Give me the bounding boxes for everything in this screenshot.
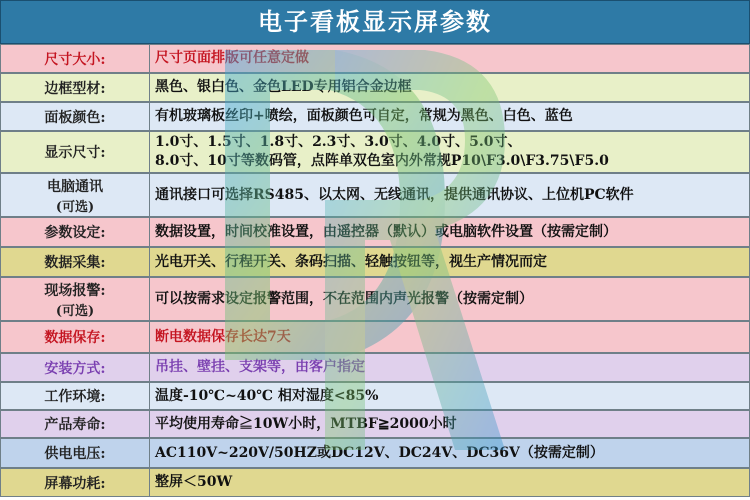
spec-label-text: 安装方式:	[44, 360, 106, 377]
spec-label-note: (可选)	[55, 303, 95, 319]
spec-value-text: 1.0寸、1.5寸、1.8寸、2.3寸、3.0寸、4.0寸、5.0寸、	[155, 134, 522, 150]
spec-label	[0, 468, 150, 497]
spec-value	[150, 468, 750, 497]
spec-label-text: 产品寿命:	[44, 417, 106, 433]
spec-label-text: 电脑通讯	[47, 178, 103, 195]
spec-label-text: 数据保存:	[44, 330, 106, 346]
spec-value-text: 黑色、银白色、金色LED专用铝合金边框	[155, 79, 412, 95]
spec-label-note: (可选)	[55, 199, 95, 215]
spec-row	[0, 438, 750, 468]
spec-row	[0, 382, 750, 410]
spec-row	[0, 277, 750, 321]
spec-value-text: 温度-10℃~40℃ 相对湿度<85%	[155, 387, 379, 404]
spec-value	[150, 173, 750, 217]
spec-value-text: 吊挂、壁挂、支架等，由客户指定	[155, 359, 365, 375]
spec-value-text: AC110V~220V/50HZ或DC12V、DC24V、DC36V（按需定制）	[155, 444, 604, 461]
spec-value	[150, 73, 750, 102]
spec-value-text: 有机玻璃板丝印+喷绘，面板颜色可自定，常规为黑色、白色、蓝色	[155, 108, 573, 124]
spec-row	[0, 410, 750, 438]
spec-value	[150, 217, 750, 247]
spec-label	[0, 73, 150, 102]
spec-value-text: 光电开关、行程开关、条码扫描、轻触按钮等，视生产情况而定	[155, 253, 547, 270]
spec-value	[150, 382, 750, 410]
spec-value	[150, 277, 750, 321]
spec-label-text: 屏幕功耗:	[44, 475, 106, 492]
spec-label-text: 尺寸大小:	[44, 51, 106, 68]
spec-row	[0, 131, 750, 173]
spec-label	[0, 353, 150, 382]
spec-value-text: 可以按需求设定报警范围，不在范围内声光报警（按需定制）	[155, 290, 533, 307]
spec-value	[150, 321, 750, 353]
spec-label	[0, 277, 150, 321]
spec-value	[150, 353, 750, 382]
spec-label	[0, 131, 150, 173]
spec-row	[0, 173, 750, 217]
spec-row	[0, 468, 750, 497]
spec-value	[150, 131, 750, 173]
spec-label	[0, 410, 150, 438]
spec-value	[150, 44, 750, 73]
spec-value-text: 尺寸页面排版可任意定做	[155, 50, 309, 66]
spec-label-text: 数据采集:	[44, 255, 106, 271]
spec-label	[0, 247, 150, 277]
spec-label	[0, 102, 150, 131]
spec-row	[0, 73, 750, 102]
spec-label-text: 显示尺寸:	[44, 145, 106, 161]
spec-row	[0, 353, 750, 382]
spec-row	[0, 217, 750, 247]
page-title: 电子看板显示屏参数	[0, 0, 750, 44]
spec-value	[150, 247, 750, 277]
spec-label-text: 参数设定:	[44, 225, 106, 241]
spec-value	[150, 102, 750, 131]
spec-label	[0, 217, 150, 247]
spec-label	[0, 438, 150, 468]
spec-label	[0, 382, 150, 410]
spec-value	[150, 438, 750, 468]
spec-value-text-line2: 8.0寸、10寸等数码管，点阵单双色室内外常规P10\F3.0\F3.75\F5.0	[155, 153, 609, 169]
spec-label-text: 工作环境:	[44, 389, 106, 405]
spec-value-text: 整屏＜50W	[155, 474, 233, 490]
spec-value-text: 断电数据保存长达7天	[155, 328, 291, 345]
spec-value	[150, 410, 750, 438]
spec-label	[0, 321, 150, 353]
spec-row	[0, 44, 750, 73]
spec-value-text: 数据设置，时间校准设置，由遥控器（默认）或电脑软件设置（按需定制）	[155, 223, 617, 240]
spec-label	[0, 173, 150, 217]
spec-label-text: 面板颜色:	[44, 109, 106, 126]
spec-row	[0, 321, 750, 353]
spec-value-text: 平均使用寿命≧10W小时，MTBF≧2000小时	[155, 415, 457, 432]
spec-value-text: 通讯接口可选择RS485、以太网、无线通讯，提供通讯协议、上位机PC软件	[155, 186, 634, 203]
spec-label-text: 边框型材:	[44, 80, 106, 97]
spec-label-text: 现场报警:	[44, 282, 106, 299]
spec-label	[0, 44, 150, 73]
spec-label-text: 供电电压:	[44, 446, 106, 462]
spec-row	[0, 247, 750, 277]
spec-row	[0, 102, 750, 131]
